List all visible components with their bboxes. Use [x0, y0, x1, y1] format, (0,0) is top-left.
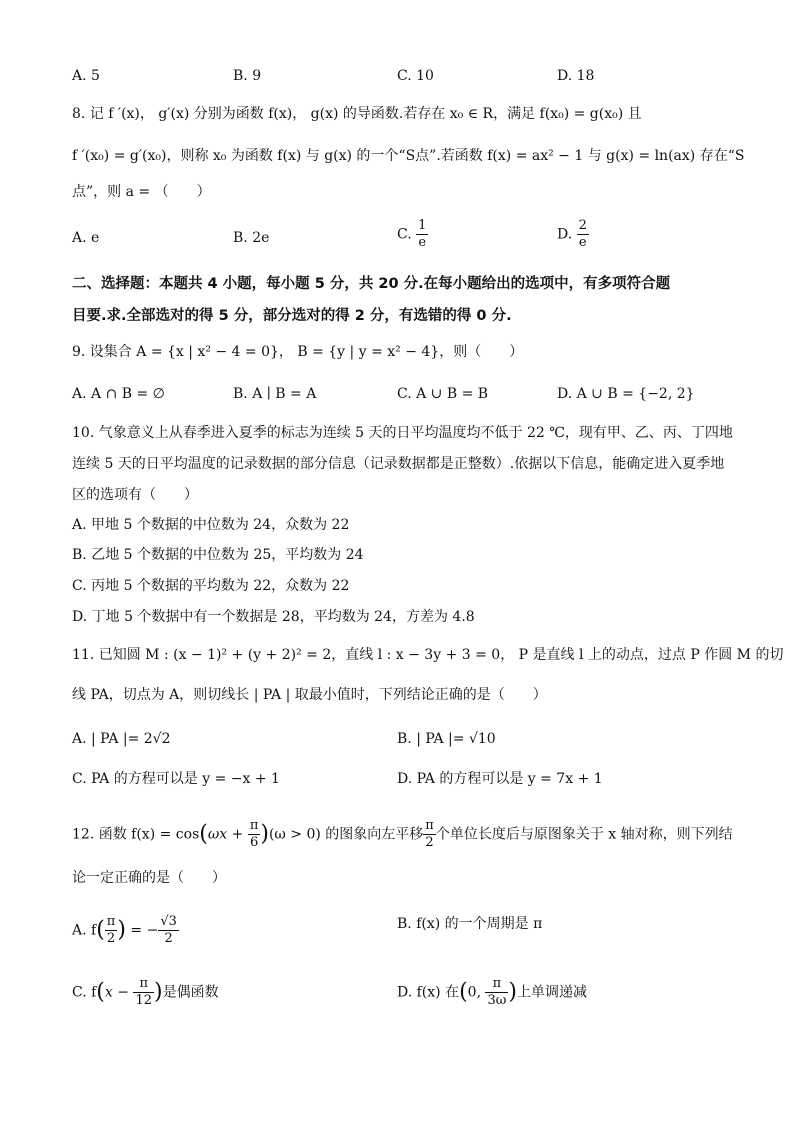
q12-option-d-paren-close: )	[508, 979, 517, 1005]
q12-option-d-prefix: D. f(x) 在	[397, 984, 460, 1001]
section2-heading-line1: 二、选择题：本题共 4 小题，每小题 5 分，共 20 分.在每小题给出的选项中，有多项符合题	[72, 276, 671, 292]
q12-option-a-paren-open: (	[96, 917, 105, 943]
q9-option-c: C. A ∪ B = B	[397, 386, 489, 402]
q11-option-c: C. PA 的方程可以是 y = −x + 1	[72, 771, 280, 787]
q12-option-a-equals: = −	[130, 922, 159, 939]
q12-option-c: C. f(x − $\frac{\pi}{12}$ )是偶函数	[72, 976, 219, 1008]
section2-heading-line2: 目要.求.全部选对的得 5 分，部分选对的得 2 分，有选错的得 0 分.	[72, 308, 512, 324]
q8-option-c-denominator: e	[418, 235, 427, 250]
q8-option-c	[397, 218, 428, 251]
q12-option-c-shift-den: 12	[135, 993, 152, 1008]
q12-option-d-paren-open: (	[459, 979, 468, 1005]
q12-option-d-bound-den: 3ω	[487, 993, 507, 1008]
q7-option-b: B. 9	[233, 68, 262, 84]
q12-pi-over-2	[423, 818, 436, 851]
q12-option-a	[72, 914, 179, 947]
q12-option-d-suffix: 上单调递减	[516, 984, 587, 1001]
q12-pi-over-6-num: π	[249, 818, 259, 833]
q12-paren-close: )	[260, 821, 269, 847]
q8-option-a: A. e	[72, 230, 100, 246]
q8-option-d-numerator: 2	[578, 218, 587, 233]
q12-pi-over-2-num: π	[425, 818, 434, 833]
q9-stem: 9. 设集合 A = {x | x² − 4 = 0}， B = {y | y = x² − 4}，则（ ）	[72, 344, 524, 360]
q8-stem-line3: 点”，则 a = （ ）	[72, 184, 211, 200]
q8-stem-line2: f ′(x₀) = g′(x₀)，则称 x₀ 为函数 f(x) 与 g(x) 的一个“S点”.若函数 f(x) = ax² − 1 与 g(x) = ln(ax) 存在“S	[72, 148, 745, 164]
q11-stem-line1: 11. 已知圆 M : (x − 1)² + (y + 2)² = 2，直线 l : x − 3y + 3 = 0， P 是直线 l 上的动点，过点 P 作圆 M 的切	[72, 647, 784, 663]
q12-stem-line2: 论一定正确的是（ ）	[72, 870, 226, 886]
q12-option-a-arg-den: 2	[106, 931, 116, 946]
q10-option-b: B. 乙地 5 个数据的中位数为 25，平均数为 24	[72, 547, 364, 563]
q10-stem-line3: 区的选项有（ ）	[72, 487, 198, 503]
q12-option-a-arg	[105, 914, 118, 947]
q12-option-b: B. f(x) 的一个周期是 π	[397, 916, 543, 932]
q8-option-d-denominator: e	[578, 235, 587, 250]
q10-option-a: A. 甲地 5 个数据的中位数为 24，众数为 22	[72, 517, 350, 533]
q12-option-a-prefix: A. f	[72, 922, 97, 939]
q12-omega-x: ωx	[207, 826, 228, 843]
q10-stem-line1: 10. 气象意义上从春季进入夏季的标志为连续 5 天的日平均温度均不低于 22 ℃，现有甲、乙、丙、丁四地	[72, 425, 733, 441]
q11-option-a: A. | PA |= 2√2	[72, 731, 171, 747]
q12-option-c-shift-num: π	[133, 976, 154, 993]
q12-option-c-paren-close: )	[153, 979, 163, 1005]
q12-option-a-arg-num: π	[106, 914, 116, 929]
q8-option-d	[557, 218, 589, 251]
q8-option-c-numerator: 1	[418, 218, 427, 233]
q8-option-d-fraction	[577, 218, 589, 251]
q12-stem-middle: (ω > 0) 的图象向左平移	[268, 826, 424, 843]
q12-option-c-x: x	[104, 984, 113, 1001]
q12-option-a-value	[158, 914, 179, 947]
q12-option-a-value-num: √3	[160, 914, 177, 929]
q12-option-d-bound	[485, 976, 508, 1009]
q9-option-b: B. A ∣ B = A	[233, 386, 317, 402]
q7-option-a: A. 5	[72, 68, 100, 84]
q11-option-d: D. PA 的方程可以是 y = 7x + 1	[397, 771, 603, 787]
q12-pi-over-6-den: 6	[249, 835, 259, 850]
q8-option-c-fraction	[416, 218, 428, 251]
q12-paren-open: (	[199, 821, 208, 847]
q8-stem-line1: 8. 记 f ′(x)， g′(x) 分别为函数 f(x)， g(x) 的导函数.若存在 x₀ ∈ R，满足 f(x₀) = g(x₀) 且	[72, 106, 642, 122]
q11-stem-line2: 线 PA，切点为 A，则切线长 | PA | 取最小值时，下列结论正确的是（ ）	[72, 687, 547, 703]
q12-option-c-shift	[133, 976, 154, 1009]
q10-option-d: D. 丁地 5 个数据中有一个数据是 28，平均数为 24，方差为 4.8	[72, 609, 475, 625]
q12-pi-over-2-den: 2	[425, 835, 434, 850]
q7-option-d: D. 18	[557, 68, 595, 84]
q12-option-d-bound-num: π	[485, 976, 508, 993]
q12-option-c-prefix: C. f	[72, 984, 97, 1001]
q12-pi-over-6	[248, 818, 261, 851]
q7-option-c: C. 10	[397, 68, 434, 84]
q10-stem-line2: 连续 5 天的日平均温度的记录数据的部分信息（记录数据都是正整数）.依据以下信息，能确定进入夏季地	[72, 456, 725, 472]
q8-option-b: B. 2e	[233, 230, 270, 246]
q12-stem-line1: 12. 函数 f(x) = cos(ωx + $\frac{\pi}{6}$ )(ω > 0) 的图象向左平移 $\frac{\pi}{2}$ 个单位长度后与原图象关于 x 轴对称，则下列结	[72, 818, 733, 850]
q11-option-b: B. | PA |= √10	[397, 731, 496, 747]
q12-option-a-paren-close: )	[117, 917, 126, 943]
q12-stem-suffix: 个单位长度后与原图象关于 x 轴对称，则下列结	[435, 826, 733, 843]
q8-option-c-label: C.	[397, 226, 412, 243]
q12-option-d: D. f(x) 在(0, $\frac{\pi}{3\omega}$ )上单调递减	[397, 976, 587, 1008]
q12-stem-prefix: 12. 函数 f(x) = cos	[72, 826, 200, 843]
q9-option-d: D. A ∪ B = {−2, 2}	[557, 386, 695, 402]
q10-option-c: C. 丙地 5 个数据的平均数为 22，众数为 22	[72, 578, 350, 594]
q8-option-d-label: D.	[557, 226, 573, 243]
q9-option-a: A. A ∩ B = ∅	[72, 386, 165, 402]
q12-option-c-suffix: 是偶函数	[162, 984, 219, 1001]
q12-option-c-paren-open: (	[96, 979, 105, 1005]
q12-option-a-value-den: 2	[164, 931, 173, 946]
